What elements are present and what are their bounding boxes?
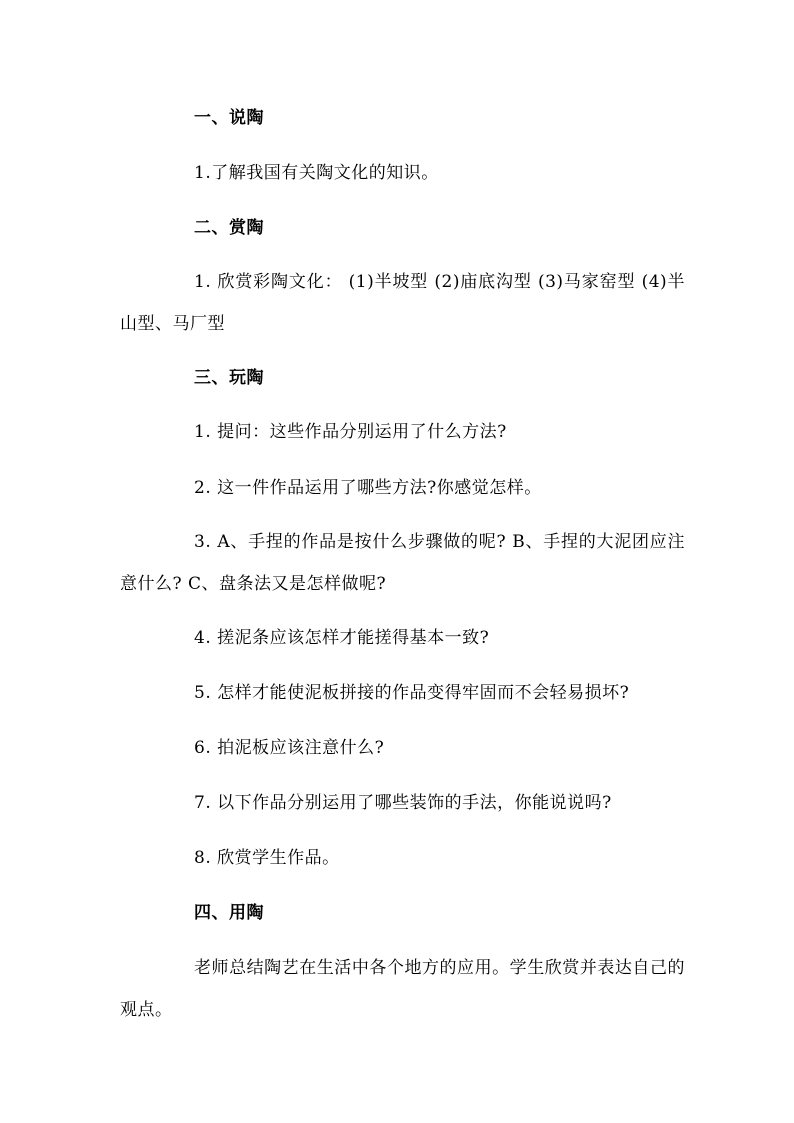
paragraph-4-1: 老师总结陶艺在生活中各个地方的应用。学生欣赏并表达自己的观点。 [120, 958, 685, 1020]
section-heading-4: 四、用陶 [194, 903, 264, 923]
section-heading-1: 一、说陶 [194, 108, 264, 128]
section-heading-3: 三、玩陶 [194, 368, 264, 388]
paragraph-3-6: 6. 拍泥板应该注意什么? [194, 738, 385, 758]
paragraph-3-7: 7. 以下作品分别运用了哪些装饰的手法，你能说说吗? [194, 793, 612, 813]
paragraph-3-8: 8. 欣赏学生作品。 [194, 848, 340, 868]
paragraph-3-2: 2. 这一件作品运用了哪些方法?你感觉怎样。 [194, 478, 542, 498]
paragraph-3-3: 3. A、手捏的作品是按什么步骤做的呢? B、手捏的大泥团应注意什么? C、盘条法又是怎样做呢? [120, 532, 685, 594]
section-heading-2: 二、赏陶 [194, 218, 264, 238]
paragraph-3-5: 5. 怎样才能使泥板拼接的作品变得牢固而不会轻易损坏? [194, 683, 630, 703]
paragraph-3-1: 1. 提问：这些作品分别运用了什么方法? [194, 422, 507, 442]
paragraph-2-1: 1. 欣赏彩陶文化： (1)半坡型 (2)庙底沟型 (3)马家窑型 (4)半山型、马厂型 [120, 272, 685, 334]
paragraph-1-1: 1.了解我国有关陶文化的知识。 [194, 163, 439, 183]
paragraph-3-4: 4. 搓泥条应该怎样才能搓得基本一致? [194, 628, 490, 648]
